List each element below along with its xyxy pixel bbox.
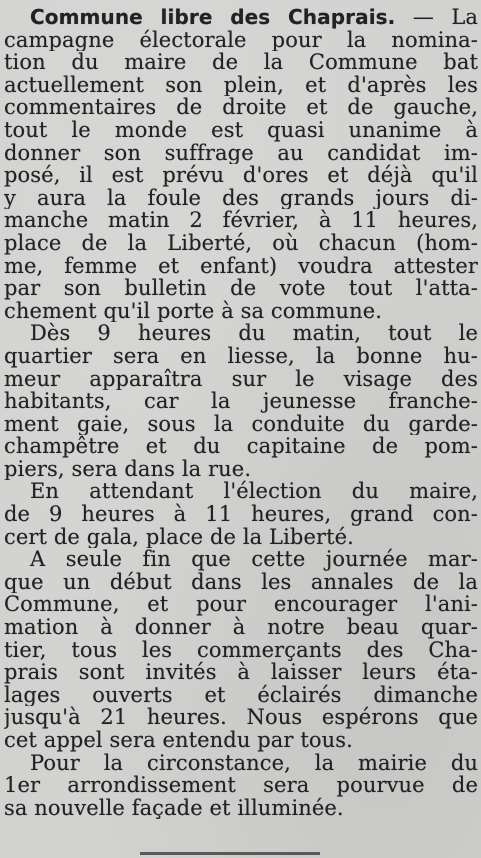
paragraph-4 (4, 548, 478, 751)
text-line: sa nouvelle façade et illuminée. (4, 796, 344, 820)
paragraph-5 (4, 752, 478, 820)
text-line: mation à donner à notre beau quar- (4, 616, 478, 639)
text-line: Dès 9 heures du matin, tout le (30, 322, 478, 345)
text-line: quartier sera en liesse, la bonne hu- (4, 344, 478, 368)
paragraph-2 (4, 322, 478, 480)
text-line: lages ouverts et éclairés dimanche (4, 683, 478, 707)
text-line: meur apparaîtra sur le visage des (4, 367, 478, 391)
text-line: actuellement son plein, et d'après les (4, 73, 478, 97)
text-line: par son bulletin de vote tout l'atta- (4, 277, 478, 300)
text-line: y aura la foule des grands jours di- (4, 186, 478, 210)
text-line: tion du maire de la Commune bat (4, 51, 478, 74)
text-line: champêtre et du capitaine de pom- (4, 435, 478, 458)
text-line: manche matin 2 février, à 11 heures, (4, 209, 478, 232)
text-line: tier, tous les commerçants des Cha- (4, 638, 478, 662)
text-line: habitants, car la jeunesse franche- (4, 390, 478, 413)
text-line: commentaires de droite et de gauche, (4, 96, 478, 119)
article-title: Commune libre des Chaprais. (30, 6, 396, 29)
text-line: campagne électorale pour la nomina- (4, 28, 478, 52)
text-line: — La (412, 6, 478, 29)
text-line: 1er arrondissement sera pourvue de (4, 774, 478, 797)
text-line: tout le monde est quasi unanime à (4, 118, 478, 142)
text-line: jusqu'à 21 heures. Nous espérons que (4, 706, 478, 729)
article-column (4, 6, 478, 819)
text-line: A seule fin que cette journée mar- (30, 548, 478, 571)
text-line: cet appel sera entendu par tous. (4, 729, 353, 752)
text-line: Pour la circonstance, la mairie du (30, 751, 478, 775)
paragraph-1 (4, 6, 478, 322)
text-line: Commune, et pour encourager l'ani- (4, 593, 478, 617)
article-first-line (4, 6, 478, 29)
text-line: donner son suffrage au candidat im- (4, 141, 478, 165)
text-line: me, femme et enfant) voudra attester (4, 254, 478, 278)
text-line: posé, il est prévu d'ores et déjà qu'il (4, 164, 478, 187)
text-line: de 9 heures à 11 heures, grand con- (4, 503, 478, 526)
paragraph-3 (4, 480, 478, 548)
text-line: chement qu'il porte à sa commune. (4, 299, 383, 323)
text-line: ment gaie, sous la conduite du garde- (4, 412, 478, 436)
text-line: piers, sera dans la rue. (4, 457, 252, 481)
text-line: place de la Liberté, où chacun (hom- (4, 231, 478, 255)
text-line: que un début dans les annales de la (4, 570, 478, 594)
text-line: prais sont invités à laisser leurs éta- (4, 661, 478, 684)
column-end-rule (140, 852, 320, 855)
text-line: cert de gala, place de la Liberté. (4, 525, 354, 549)
text-line: En attendant l'élection du maire, (30, 480, 478, 504)
